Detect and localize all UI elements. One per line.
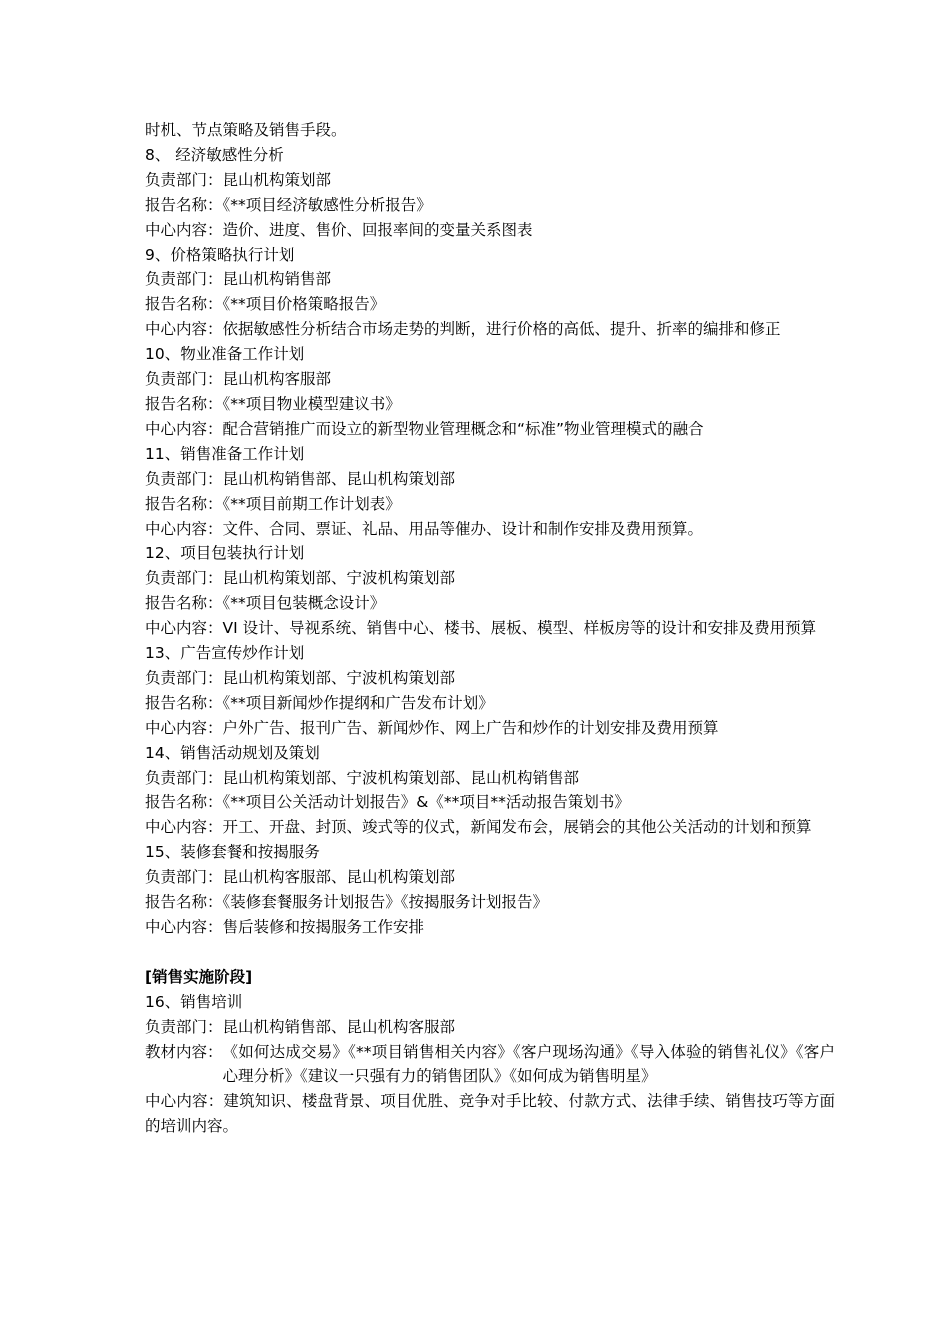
item-title: 14、销售活动规划及策划	[145, 743, 320, 762]
item-content: 中心内容：VI 设计、导视系统、销售中心、楼书、展板、模型、样板房等的设计和安排及费用预算	[145, 619, 817, 638]
item-dept: 负责部门：昆山机构销售部、昆山机构客服部	[145, 1017, 456, 1036]
item-report: 报告名称：《**项目物业模型建议书》	[145, 394, 401, 413]
item-dept: 负责部门：昆山机构销售部、昆山机构策划部	[145, 469, 456, 488]
item-dept: 负责部门：昆山机构策划部、宁波机构策划部	[145, 569, 456, 588]
item-title: 16、销售培训	[145, 992, 243, 1011]
materials-value: 《如何达成交易》《**项目销售相关内容》《客户现场沟通》《导入体验的销售礼仪》《客户心理分析》《建议一只强有力的销售团队》《如何成为销售明星》	[222, 1042, 835, 1086]
item-15	[145, 840, 835, 940]
item-report: 报告名称：《**项目新闻炒作提纲和广告发布计划》	[145, 693, 494, 712]
item-13	[145, 641, 835, 741]
item-11	[145, 442, 835, 542]
section-heading: [销售实施阶段]	[145, 967, 253, 986]
item-content: 中心内容：文件、合同、票证、礼品、用品等催办、设计和制作安排及费用预算。	[145, 519, 704, 538]
item-title: 9、价格策略执行计划	[145, 245, 295, 264]
materials-row	[145, 1040, 835, 1090]
item-content: 中心内容：售后装修和按揭服务工作安排	[145, 918, 425, 936]
item-content: 中心内容：建筑知识、楼盘背景、项目优胜、竞争对手比较、付款方式、法律手续、销售技巧等方面的培训内容。	[145, 1092, 835, 1136]
item-title: 8、 经济敏感性分析	[145, 145, 284, 164]
item-12	[145, 541, 835, 641]
item-report: 报告名称：《装修套餐服务计划报告》《按揭服务计划报告》	[145, 893, 549, 912]
item-8	[145, 143, 835, 243]
item-14	[145, 741, 835, 841]
item-10	[145, 342, 835, 442]
intro-tail-text: 时机、节点策略及销售手段。	[145, 121, 347, 139]
item-report: 报告名称：《**项目公关活动计划报告》&《**项目**活动报告策划书》	[145, 793, 630, 812]
item-report: 报告名称：《**项目前期工作计划表》	[145, 494, 401, 513]
item-content: 中心内容：依据敏感性分析结合市场走势的判断，进行价格的高低、提升、折率的编排和修正	[145, 320, 781, 339]
item-dept: 负责部门：昆山机构策划部	[145, 170, 332, 189]
item-title: 11、销售准备工作计划	[145, 444, 305, 463]
item-title: 10、物业准备工作计划	[145, 345, 305, 364]
item-dept: 负责部门：昆山机构客服部	[145, 370, 332, 389]
item-report: 报告名称：《**项目经济敏感性分析报告》	[145, 195, 432, 214]
item-dept: 负责部门：昆山机构客服部、昆山机构策划部	[145, 868, 456, 887]
item-title: 15、装修套餐和按揭服务	[145, 843, 320, 862]
item-dept: 负责部门：昆山机构销售部	[145, 270, 332, 289]
item-16-training	[145, 990, 835, 1139]
item-dept: 负责部门：昆山机构策划部、宁波机构策划部	[145, 668, 456, 687]
item-content: 中心内容：开工、开盘、封顶、竣式等的仪式，新闻发布会，展销会的其他公关活动的计划和预算	[145, 818, 812, 837]
item-content: 中心内容：户外广告、报刊广告、新闻炒作、网上广告和炒作的计划安排及费用预算	[145, 718, 719, 737]
materials-label: 教材内容：	[145, 1042, 223, 1061]
item-content: 中心内容：配合营销推广而设立的新型物业管理概念和“标准”物业管理模式的融合	[145, 419, 704, 438]
item-content: 中心内容：造价、进度、售价、回报率间的变量关系图表	[145, 220, 533, 239]
item-dept: 负责部门：昆山机构策划部、宁波机构策划部、昆山机构销售部	[145, 768, 580, 787]
item-title: 13、广告宣传炒作计划	[145, 644, 305, 663]
item-report: 报告名称：《**项目价格策略报告》	[145, 295, 386, 314]
item-report: 报告名称：《**项目包装概念设计》	[145, 594, 386, 613]
item-9	[145, 243, 835, 343]
document-page	[145, 118, 835, 1139]
item-title: 12、项目包装执行计划	[145, 544, 305, 563]
